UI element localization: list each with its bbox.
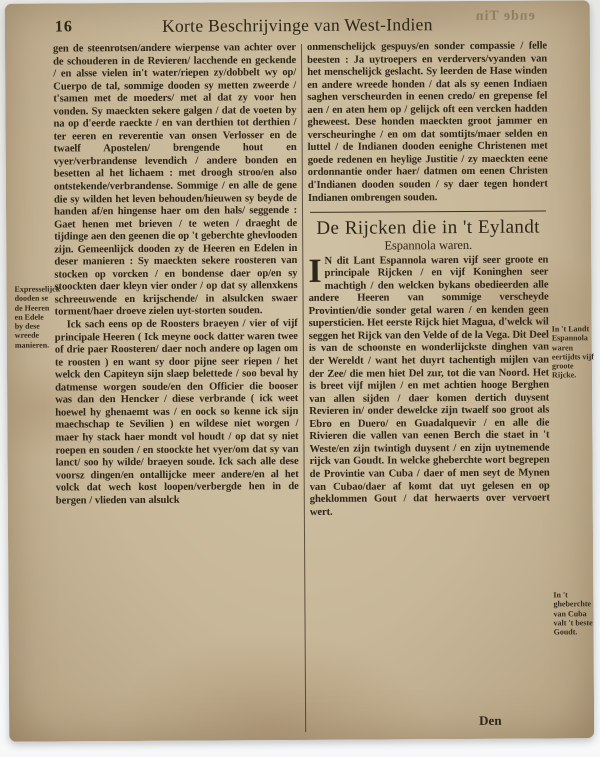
left-margin-note: Expresselijck dooden se de Heeren en Edele by dese wreede manieren. [14, 284, 61, 350]
page-title: Korte Beschrijvinge van West-Indien [161, 14, 433, 36]
section-heading: De Rijcken die in 't Eylandt [316, 216, 540, 240]
catchword: Den [479, 712, 502, 728]
drop-cap-initial: I [308, 252, 322, 290]
section-divider-rule [310, 211, 546, 213]
book-page [5, 0, 594, 742]
left-column [53, 42, 300, 737]
left-paragraph-2: Ick sach eens op de Roosters braeyen / vier of vijf principale Heeren ( Ick meyne oock datter waren twee of drie paer Roosteren/ daer noch andere op lagen om te roosten ) en want sy door pijne seer riepen / het welck den Capiteyn sijn slaep belettede / soo beval hy datmense worgen soude/en den Officier die booser was dan den Hencker / diese verbrande ( ick weet hoewel hy ghenaemt was / en oock so kenne ick sijn maechschap te Sevilien ) en wildese niet worgen / maer hy stack haer mondt vol houdt / op dat sy niet roepen en souden / en stoockte het vyer/om dat sy van lanct/ soo hy wilde/ braeyen soude. Ick sach alle dese voorsz dingen/en ontallijcke meer andere/en al het volck dat wech kost loopen/verbergde hen in de bergen / vlieden van alsulck [54, 318, 299, 507]
section-paragraph [308, 254, 550, 519]
page-number: 16 [54, 18, 73, 36]
column-divider-rule [301, 44, 306, 732]
section-paragraph-text: N dit Lant Espannola waren vijf seer groote en principale Rijcken / en vijf Koninghen seer machtigh / den welcken bykans obedieerden alle andere Heeren van sommige verscheyde Provintien/die sonder getal waren / en kenden geen supersticien. Het eerste Rijck hiet Magua, d'welck wil seggen het Rijck van den Velde of de la Vega. Dit Deel is van de schoonste en wonderlijckste dinghen van der Wereldt / want het duyrt tachentigh mijlen van der Zee/ die men hiet Del zur, tot die van Noord. Het is breet vijf mijlen / en met achtien hooge Berghen van allen sijden / daer komen dertich duysent Revieren in/ onder dewelcke zijn twaelf soo groot als Ebro en Duero/ en Guadalquevir / en alle die Rivieren die vallen van eenen Berch die staet in 't Weste/en zijn twintigh duysent / en zijn uytnemende rijck van Goudt. In welcke gheberchte wort begrepen de Provintie van Cuba / daer of men seyt de Mynen van Cubao/daer af komt dat uyt gelesen en op gheklommen Gout / dat herwaerts over vervoert wert. [308, 254, 550, 518]
left-paragraph-1: gen de steenrotsen/andere wierpense van achter over de schouderen in de Revieren/ lacchende en geckende / en alsse vielen in't water/riepen zy/dobbelt wy op/ Cuerpo de tal, sommige dooden sy metten zweerde / t'samen met de moeders/ met al dat zy voor hen vonden. Sy maeckten sekere galgen / dat de voeten by na op d'eerde raeckte / en van derthien tot derthien / ter eeren en reverentie van onsen Verlosser en de twaelf Apostelen/ brengende hout en vyer/verbrandense levendich / andere bonden en besetten al het lichaem : met droogh stroo/en also ontstekende/verbrandense. Sommige / en alle de gene die sy wilden het leven behouden/hieuwen sy beyde de handen af/en hingense haer om den hals/ seggende : Gaet henen met brieven / te weten / draeght de tijdinge aen den geenen die op 't geberchte ghevlooden zijn. Gemeenlijck dooden zy de Heeren en Edelen in deser manieren : Sy maeckten sekere roosteren van stocken op vorcken / en bondense daer op/en sy stoockten daer kleyn vier onder / op dat sy allenxkens schreeuwende en krijschende/ in alsulcken swaer torment/haer droeve zielen uyt-storten souden. [52, 42, 298, 318]
right-margin-note-cuba-gold: In 't gheberchte van Cuba valt 't beste Goudt. [553, 590, 593, 637]
section-subheading: Espannola waren. [384, 238, 473, 253]
right-column [307, 40, 551, 735]
right-margin-note-espannola: In 't Landt Espannola waren eertijdts vijf groote Rijcke. [551, 324, 594, 380]
right-paragraph-1: onmenschelijck gespuys/en sonder compassie / felle beesten : Ja uytroepers en verdervers/vyanden van het menschelijck geslacht. Sy leerden de Hase winden en andere wreede honden / dat als sy eenen Indiaen saghen verscheurden in eenen credo/ en grepense fel aen / en aten hem op / gelijck oft een vercken hadden gheweest. Dese honden maeckten groot jammer en verscheuringhe / en om dat somtijts/maer selden en luttel / de Indianen dooden eenighe Christenen met goede redenen en heylige Justitie / zy maeckten eene ordonnantie onder haer/ datmen om eenen Christen d'Indianen dooden souden / sy daer tegen hondert Indianen ombrengen souden. [306, 40, 548, 204]
bleedthrough-text: ende Tin [474, 8, 535, 24]
